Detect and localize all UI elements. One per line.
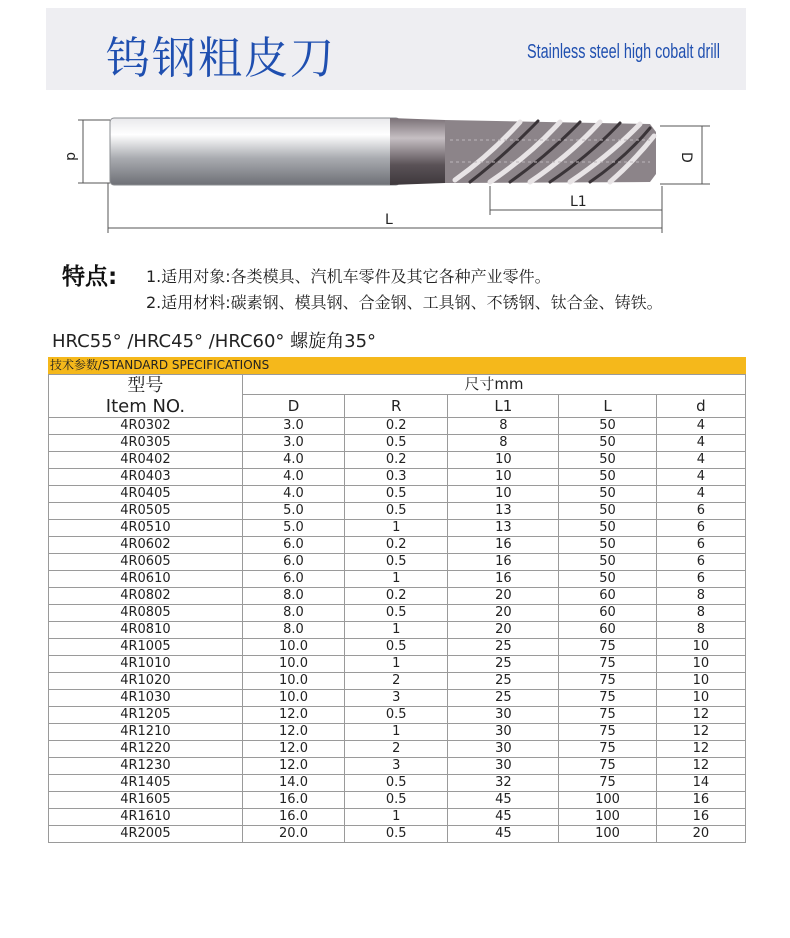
cell-R: 0.5: [345, 775, 448, 792]
cell-L: 50: [559, 571, 656, 588]
col-header-L1: L1: [448, 395, 559, 418]
table-row: [49, 418, 746, 435]
cell-L: 75: [559, 741, 656, 758]
cell-D: 4.0: [242, 469, 344, 486]
cell-D: 14.0: [242, 775, 344, 792]
cell-L: 75: [559, 758, 656, 775]
cell-D: 8.0: [242, 605, 344, 622]
cell-D: 10.0: [242, 690, 344, 707]
cell-L: 75: [559, 690, 656, 707]
cell-L1: 13: [448, 503, 559, 520]
cell-L1: 45: [448, 792, 559, 809]
table-row: [49, 622, 746, 639]
cell-item-no: 4R1010: [49, 656, 243, 673]
cell-L: 100: [559, 792, 656, 809]
table-row: [49, 571, 746, 588]
table-row: [49, 792, 746, 809]
cell-D: 20.0: [242, 826, 344, 843]
cell-L: 50: [559, 469, 656, 486]
cell-d: 8: [656, 622, 745, 639]
cell-d: 16: [656, 792, 745, 809]
cell-R: 1: [345, 571, 448, 588]
cell-L1: 10: [448, 486, 559, 503]
cell-D: 10.0: [242, 639, 344, 656]
cell-item-no: 4R1210: [49, 724, 243, 741]
cell-item-no: 4R1610: [49, 809, 243, 826]
cell-item-no: 4R1005: [49, 639, 243, 656]
cell-item-no: 4R0510: [49, 520, 243, 537]
spec-section-header: 技术参数/STANDARD SPECIFICATIONS: [48, 357, 746, 374]
cell-item-no: 4R2005: [49, 826, 243, 843]
table-row: [49, 520, 746, 537]
cell-L1: 25: [448, 639, 559, 656]
cell-d: 12: [656, 707, 745, 724]
cell-d: 4: [656, 418, 745, 435]
cell-R: 1: [345, 622, 448, 639]
cell-item-no: 4R1605: [49, 792, 243, 809]
page-title: 钨钢粗皮刀: [106, 33, 336, 84]
cell-d: 12: [656, 758, 745, 775]
cell-R: 0.2: [345, 537, 448, 554]
cell-d: 20: [656, 826, 745, 843]
cell-D: 6.0: [242, 537, 344, 554]
cell-item-no: 4R0403: [49, 469, 243, 486]
cell-R: 3: [345, 758, 448, 775]
cell-item-no: 4R0802: [49, 588, 243, 605]
cell-item-no: 4R0602: [49, 537, 243, 554]
cell-L1: 8: [448, 435, 559, 452]
cell-R: 0.5: [345, 435, 448, 452]
cell-D: 3.0: [242, 435, 344, 452]
item-header-cn: 型号: [127, 375, 164, 396]
cell-d: 12: [656, 724, 745, 741]
cell-R: 0.5: [345, 503, 448, 520]
cell-L: 50: [559, 486, 656, 503]
item-header-en: Item NO.: [105, 396, 186, 417]
cell-D: 12.0: [242, 758, 344, 775]
cell-item-no: 4R0305: [49, 435, 243, 452]
cell-L1: 20: [448, 588, 559, 605]
cell-D: 8.0: [242, 588, 344, 605]
cell-L: 75: [559, 707, 656, 724]
cell-L1: 45: [448, 809, 559, 826]
table-row: [49, 673, 746, 690]
cell-d: 6: [656, 571, 745, 588]
spec-table-body: [49, 418, 746, 843]
table-row: [49, 605, 746, 622]
cell-L1: 10: [448, 452, 559, 469]
cell-D: 6.0: [242, 554, 344, 571]
cell-R: 1: [345, 520, 448, 537]
cell-d: 12: [656, 741, 745, 758]
cell-D: 16.0: [242, 792, 344, 809]
cell-L1: 20: [448, 605, 559, 622]
features-line-2: 2.适用材料:碳素钢、模具钢、合金钢、工具钢、不锈钢、钛合金、铸铁。: [146, 293, 663, 312]
table-row: [49, 469, 746, 486]
cell-L1: 10: [448, 469, 559, 486]
dim-L-label: L: [385, 212, 393, 228]
cell-D: 3.0: [242, 418, 344, 435]
cell-L: 75: [559, 673, 656, 690]
cell-item-no: 4R0402: [49, 452, 243, 469]
cell-L: 50: [559, 452, 656, 469]
cell-L1: 16: [448, 554, 559, 571]
cell-R: 0.2: [345, 452, 448, 469]
cell-L: 75: [559, 724, 656, 741]
cell-D: 4.0: [242, 486, 344, 503]
cell-R: 3: [345, 690, 448, 707]
cell-d: 4: [656, 452, 745, 469]
cell-D: 10.0: [242, 656, 344, 673]
cell-L1: 32: [448, 775, 559, 792]
cell-L: 75: [559, 639, 656, 656]
table-row: [49, 639, 746, 656]
cell-d: 10: [656, 639, 745, 656]
cell-L: 60: [559, 622, 656, 639]
cell-item-no: 4R0405: [49, 486, 243, 503]
cell-L: 50: [559, 520, 656, 537]
cell-d: 6: [656, 503, 745, 520]
table-row: [49, 690, 746, 707]
cell-d: 10: [656, 673, 745, 690]
cell-L1: 25: [448, 673, 559, 690]
cell-item-no: 4R0805: [49, 605, 243, 622]
dim-L1-label: L1: [570, 194, 587, 210]
end-mill-drawing: [50, 100, 750, 250]
cell-L: 50: [559, 554, 656, 571]
cell-L1: 30: [448, 741, 559, 758]
cell-L: 50: [559, 537, 656, 554]
cell-L1: 30: [448, 758, 559, 775]
table-row: [49, 775, 746, 792]
table-row: [49, 503, 746, 520]
cell-L: 50: [559, 435, 656, 452]
cell-item-no: 4R0610: [49, 571, 243, 588]
cell-L: 75: [559, 656, 656, 673]
cell-item-no: 4R0302: [49, 418, 243, 435]
cell-item-no: 4R0605: [49, 554, 243, 571]
cell-L1: 25: [448, 690, 559, 707]
cell-R: 0.5: [345, 639, 448, 656]
cell-L1: 45: [448, 826, 559, 843]
table-row: [49, 537, 746, 554]
cell-D: 12.0: [242, 707, 344, 724]
cell-item-no: 4R1020: [49, 673, 243, 690]
table-row: [49, 452, 746, 469]
cell-R: 0.2: [345, 588, 448, 605]
table-row: [49, 741, 746, 758]
table-row: [49, 809, 746, 826]
cell-d: 6: [656, 537, 745, 554]
cell-R: 2: [345, 741, 448, 758]
cell-d: 4: [656, 469, 745, 486]
cell-L1: 8: [448, 418, 559, 435]
features-label: 特点:: [62, 264, 118, 290]
table-row: [49, 486, 746, 503]
cell-L1: 25: [448, 656, 559, 673]
cell-D: 16.0: [242, 809, 344, 826]
cell-R: 0.5: [345, 605, 448, 622]
cell-D: 6.0: [242, 571, 344, 588]
features-block: [62, 258, 663, 312]
cell-R: 0.5: [345, 707, 448, 724]
cell-D: 5.0: [242, 520, 344, 537]
cell-d: 4: [656, 435, 745, 452]
cell-d: 4: [656, 486, 745, 503]
col-header-d: d: [656, 395, 745, 418]
cell-L: 50: [559, 503, 656, 520]
table-row: [49, 724, 746, 741]
cell-R: 2: [345, 673, 448, 690]
cell-R: 0.5: [345, 486, 448, 503]
cell-R: 0.5: [345, 826, 448, 843]
title-banner: [46, 8, 746, 90]
page-subtitle: Stainless steel high cobalt drill: [527, 41, 720, 63]
cell-L: 50: [559, 418, 656, 435]
col-header-L: L: [559, 395, 656, 418]
item-header: [49, 375, 243, 418]
cell-L: 60: [559, 588, 656, 605]
cell-L: 75: [559, 775, 656, 792]
cell-item-no: 4R1220: [49, 741, 243, 758]
table-row: [49, 656, 746, 673]
table-row: [49, 707, 746, 724]
cell-R: 0.3: [345, 469, 448, 486]
cell-item-no: 4R1205: [49, 707, 243, 724]
cell-d: 6: [656, 520, 745, 537]
cell-d: 14: [656, 775, 745, 792]
cell-L: 100: [559, 826, 656, 843]
cell-D: 10.0: [242, 673, 344, 690]
cell-L: 100: [559, 809, 656, 826]
cell-L: 60: [559, 605, 656, 622]
cell-D: 5.0: [242, 503, 344, 520]
cell-R: 0.2: [345, 418, 448, 435]
cell-L1: 16: [448, 571, 559, 588]
cell-D: 8.0: [242, 622, 344, 639]
cell-L1: 20: [448, 622, 559, 639]
cell-L1: 30: [448, 707, 559, 724]
cell-L1: 30: [448, 724, 559, 741]
cell-d: 8: [656, 588, 745, 605]
cell-d: 6: [656, 554, 745, 571]
table-row: [49, 435, 746, 452]
dimension-header: 尺寸mm: [242, 375, 745, 395]
spec-table: [48, 374, 746, 843]
cell-d: 8: [656, 605, 745, 622]
cell-L1: 13: [448, 520, 559, 537]
cell-d: 10: [656, 656, 745, 673]
cell-R: 1: [345, 724, 448, 741]
table-row: [49, 554, 746, 571]
cell-d: 16: [656, 809, 745, 826]
col-header-D: D: [242, 395, 344, 418]
cell-R: 0.5: [345, 554, 448, 571]
cell-L1: 16: [448, 537, 559, 554]
cell-item-no: 4R0505: [49, 503, 243, 520]
cell-R: 0.5: [345, 792, 448, 809]
cell-D: 12.0: [242, 741, 344, 758]
dim-d-label: d: [63, 152, 79, 161]
cell-item-no: 4R0810: [49, 622, 243, 639]
table-row: [49, 588, 746, 605]
cell-item-no: 4R1405: [49, 775, 243, 792]
col-header-R: R: [345, 395, 448, 418]
dim-D-label: D: [678, 152, 694, 163]
hardness-spec: HRC55° /HRC45° /HRC60° 螺旋角35°: [52, 331, 377, 352]
cell-R: 1: [345, 809, 448, 826]
cell-item-no: 4R1030: [49, 690, 243, 707]
table-row: [49, 758, 746, 775]
cell-D: 4.0: [242, 452, 344, 469]
cell-d: 10: [656, 690, 745, 707]
cell-R: 1: [345, 656, 448, 673]
features-line-1: 1.适用对象:各类模具、汽机车零件及其它各种产业零件。: [146, 267, 551, 286]
cell-D: 12.0: [242, 724, 344, 741]
table-row: [49, 826, 746, 843]
cell-item-no: 4R1230: [49, 758, 243, 775]
